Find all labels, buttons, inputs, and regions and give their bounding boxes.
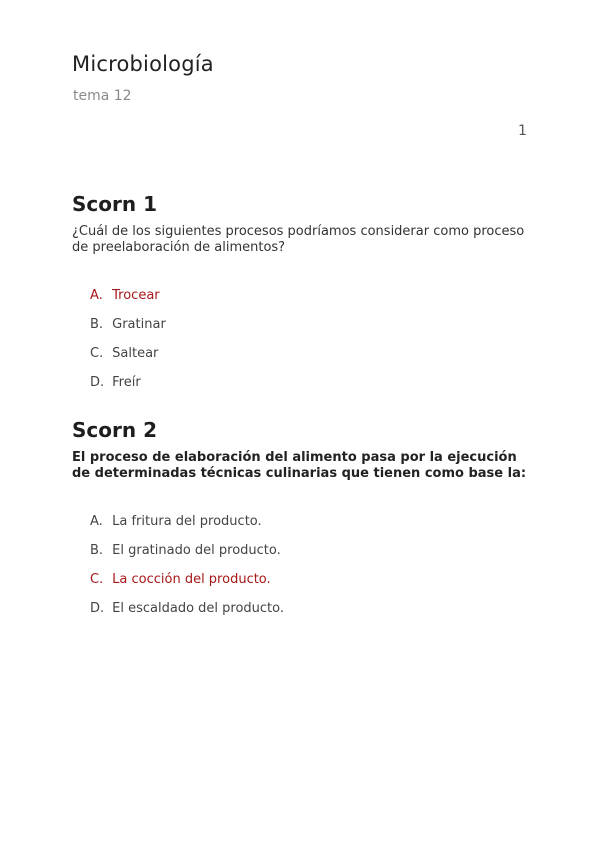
option-letter: C. xyxy=(90,572,104,587)
option-text: Gratinar xyxy=(112,317,166,332)
answer-option-b xyxy=(90,536,532,565)
option-letter: A. xyxy=(90,514,103,529)
option-text: Freír xyxy=(112,375,141,390)
answer-option-c xyxy=(90,565,532,594)
section-heading: Scorn 2 xyxy=(72,418,157,442)
answer-options xyxy=(90,507,532,623)
question-text: ¿Cuál de los siguientes procesos podríamos considerar como proceso de preelaboración de alimentos? xyxy=(72,224,525,255)
answer-option-d xyxy=(90,594,532,623)
answer-option-c xyxy=(90,339,532,368)
document-subtitle: tema 12 xyxy=(73,88,132,104)
option-letter: C. xyxy=(90,346,104,361)
section-heading: Scorn 1 xyxy=(72,192,157,216)
option-text: Saltear xyxy=(112,346,159,361)
answer-options xyxy=(90,281,532,397)
option-text: El escaldado del producto. xyxy=(112,601,285,616)
option-text: La fritura del producto. xyxy=(112,514,262,529)
question-text: El proceso de elaboración del alimento pasa por la ejecución de determinadas técnicas culinarias que tienen como base la: xyxy=(72,450,527,481)
option-text: La cocción del producto. xyxy=(112,572,271,587)
option-letter: B. xyxy=(90,543,104,558)
document-title: Microbiología xyxy=(72,52,214,76)
option-letter: D. xyxy=(90,601,105,616)
option-text: Trocear xyxy=(112,288,160,303)
answer-option-b xyxy=(90,310,532,339)
answer-option-a xyxy=(90,281,532,310)
question-section-1 xyxy=(72,191,532,397)
option-letter: B. xyxy=(90,317,104,332)
option-letter: D. xyxy=(90,375,105,390)
question-section-2 xyxy=(72,417,532,623)
option-letter: A. xyxy=(90,288,103,303)
option-text: El gratinado del producto. xyxy=(112,543,281,558)
answer-option-a xyxy=(90,507,532,536)
page-number: 1 xyxy=(518,123,527,139)
answer-option-d xyxy=(90,368,532,397)
